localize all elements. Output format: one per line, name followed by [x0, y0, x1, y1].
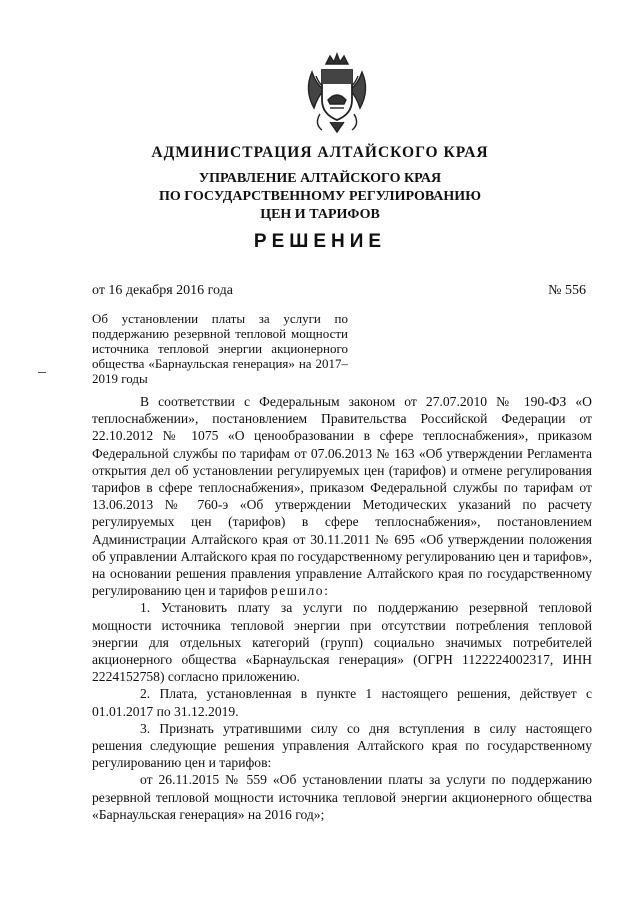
document-number: № 556: [548, 283, 586, 298]
item-1-paragraph: 1. Установить плату за услуги по поддержанию резервной тепловой мощности источника тепловой энергии при отсутствии потребления тепловой энергии для отдельных категорий (групп) социально значимых потребителей акционерного общества «Барнаульская генерация» (ОГРН 1122224002317, ИНН 2224152758) согласно приложению.: [92, 600, 592, 685]
item-3-sub-1-paragraph: от 26.11.2015 № 559 «Об установлении платы за услуги по поддержанию резервной тепловой мощности источника тепловой энергии акционерного общества «Барнаульская генерация» на 2016 год»;: [92, 772, 592, 822]
department-line-2: ПО ГОСУДАРСТВЕННОМУ РЕГУЛИРОВАНИЮ: [159, 189, 481, 204]
coat-of-arms-icon: [300, 50, 374, 136]
item-3-paragraph: 3. Признать утратившими силу со дня вступления в силу настоящего решения следующие решения управления Алтайского края по государственному регулированию цен и тарифов:: [92, 720, 592, 771]
decided-text: решило:: [270, 583, 330, 599]
department-line-3: ЦЕН И ТАРИФОВ: [260, 207, 380, 222]
administration-title: АДМИНИСТРАЦИЯ АЛТАЙСКОГО КРАЯ: [151, 144, 489, 161]
department-line-1: УПРАВЛЕНИЕ АЛТАЙСКОГО КРАЯ: [198, 171, 442, 186]
preamble-text: В соответствии с Федеральным законом от 27.07.2010 № 190-ФЗ «О теплоснабжении», постановлением Правительства Российской Федерации от 22.10.2012 № 1075 «О ценообразовании в сфере теплоснабжения», приказом Федеральной службы по тарифам от 07.06.2013 № 163 «Об утверждении Регламента открытия дел об установлении регулируемых цен (тарифов) и отмене регулирования тарифов в сфере теплоснабжения», приказом Федеральной службы по тарифам от 13.06.2013 № 760-э «Об утверждении Методических указаний по расчету регулируемых цен (тарифов) в сфере теплоснабжения», постановлением Администрации Алтайского края от 30.11.2011 № 695 «Об утверждении положения об управлении Алтайского края по государственному регулированию цен и тарифов», на основании решения правления управление Алтайского края по государственному регулированию цен и тарифов: [92, 394, 592, 599]
preamble-paragraph: [92, 393, 592, 599]
document-type: РЕШЕНИЕ: [253, 231, 387, 252]
document-subject: Об установлении платы за услуги по поддержанию резервной тепловой мощности источника тепловой энергии акционерного общества «Барнаульская генерация» на 2017–2019 годы: [92, 311, 348, 386]
document-date: от 16 декабря 2016 года: [92, 283, 233, 298]
document-body: [92, 393, 592, 823]
item-2-paragraph: 2. Плата, установленная в пункте 1 настоящего решения, действует с 01.01.2017 по 31.12.2019.: [92, 686, 592, 719]
department-title: [0, 170, 640, 224]
margin-mark: [38, 372, 46, 373]
